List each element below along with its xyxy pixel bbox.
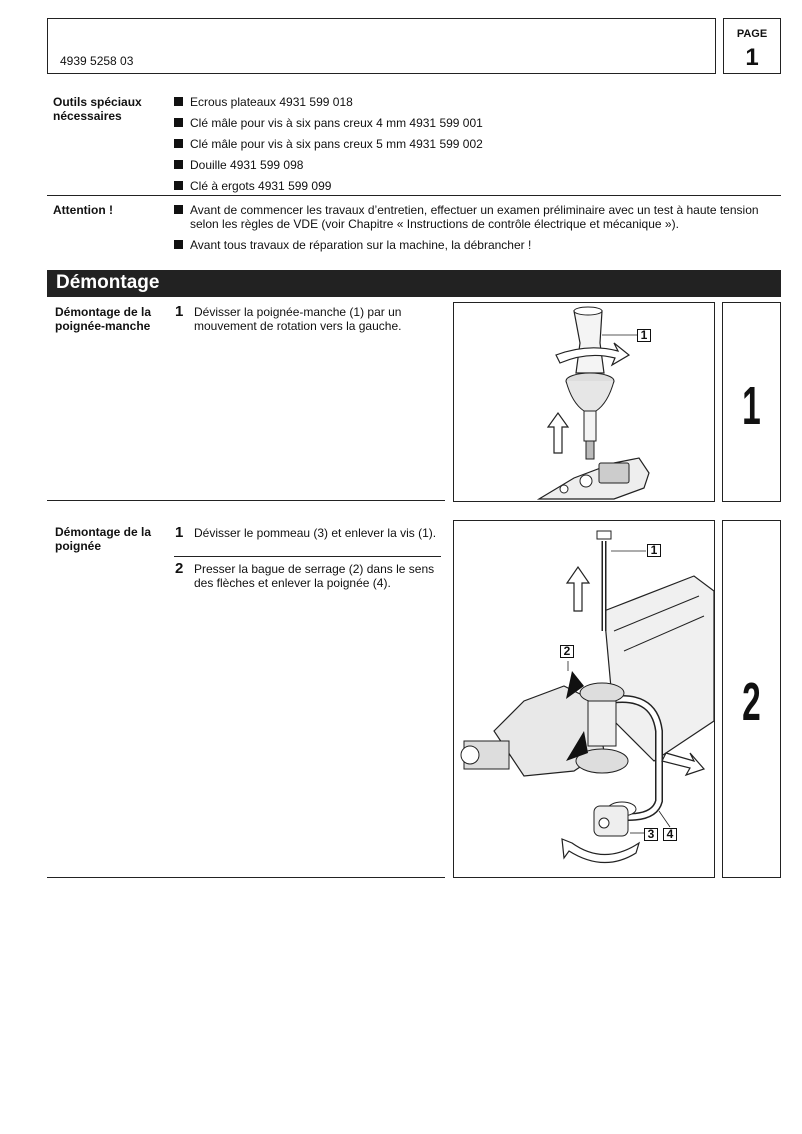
step-text: Presser la bague de serrage (2) dans le sens des flèches et enlever la poignée (4). bbox=[194, 562, 435, 590]
grip-handle-illustration bbox=[454, 303, 714, 501]
section-title: Démontage bbox=[56, 272, 160, 293]
figure-2-frame bbox=[453, 520, 715, 878]
step-text: Dévisser la poignée-manche (1) par un mouvement de rotation vers la gauche. bbox=[194, 305, 402, 333]
divider bbox=[47, 195, 781, 196]
divider bbox=[47, 877, 445, 878]
tool-text: Clé mâle pour vis à six pans creux 4 mm 4931 599 001 bbox=[190, 116, 483, 130]
page-box bbox=[723, 18, 781, 74]
attention-text: Avant tous travaux de réparation sur la machine, la débrancher ! bbox=[190, 238, 532, 252]
attention-text: Avant de commencer les travaux d’entretien, effectuer un examen préliminaire avec un test à haute tension selon les règles de VDE (voir Chapitre « Instructions de contrôle électrique et mécanique »). bbox=[190, 203, 759, 231]
tool-text: Ecrous plateaux 4931 599 018 bbox=[190, 95, 353, 109]
divider bbox=[47, 500, 445, 501]
page-number: 1 bbox=[745, 44, 759, 71]
document-number: 4939 5258 03 bbox=[60, 54, 134, 68]
tools-list bbox=[174, 95, 774, 200]
figure-number: 1 bbox=[742, 376, 761, 436]
handle-removal-illustration bbox=[454, 521, 714, 877]
figure-1-frame bbox=[453, 302, 715, 502]
section-bar bbox=[47, 270, 781, 297]
step-label: Démontage de la poignée bbox=[55, 525, 152, 553]
tool-text: Clé mâle pour vis à six pans creux 5 mm 4931 599 002 bbox=[190, 137, 483, 151]
callout-1: 1 bbox=[637, 329, 651, 342]
header-box bbox=[47, 18, 716, 74]
step-label: Démontage de la poignée-manche bbox=[55, 305, 152, 333]
bullet-icon bbox=[174, 240, 183, 249]
bullet-icon bbox=[174, 160, 183, 169]
bullet-icon bbox=[174, 139, 183, 148]
bullet-icon bbox=[174, 205, 183, 214]
callout-4: 4 bbox=[663, 828, 677, 841]
attention-list bbox=[174, 203, 784, 259]
tool-text: Douille 4931 599 098 bbox=[190, 158, 304, 172]
list-item bbox=[174, 203, 784, 231]
list-item bbox=[174, 116, 774, 130]
page-label: PAGE bbox=[736, 28, 768, 40]
attention-label: Attention ! bbox=[53, 203, 113, 217]
callout-3: 3 bbox=[644, 828, 658, 841]
step-number: 1 bbox=[175, 303, 184, 320]
tool-text: Clé à ergots 4931 599 099 bbox=[190, 179, 332, 193]
step-number: 2 bbox=[175, 560, 184, 577]
list-item bbox=[174, 137, 774, 151]
callout-2: 2 bbox=[560, 645, 574, 658]
figure-number-box bbox=[722, 520, 781, 878]
bullet-icon bbox=[174, 181, 183, 190]
list-item bbox=[174, 238, 784, 252]
step-number: 1 bbox=[175, 524, 184, 541]
list-item bbox=[174, 179, 774, 193]
list-item bbox=[174, 95, 774, 109]
bullet-icon bbox=[174, 118, 183, 127]
divider bbox=[174, 556, 441, 557]
figure-number-box bbox=[722, 302, 781, 502]
bullet-icon bbox=[174, 97, 183, 106]
callout-1: 1 bbox=[647, 544, 661, 557]
tools-label: Outils spéciaux nécessaires bbox=[53, 95, 142, 123]
list-item bbox=[174, 158, 774, 172]
figure-number: 2 bbox=[742, 672, 761, 732]
step-text: Dévisser le pommeau (3) et enlever la vis (1). bbox=[194, 526, 437, 540]
